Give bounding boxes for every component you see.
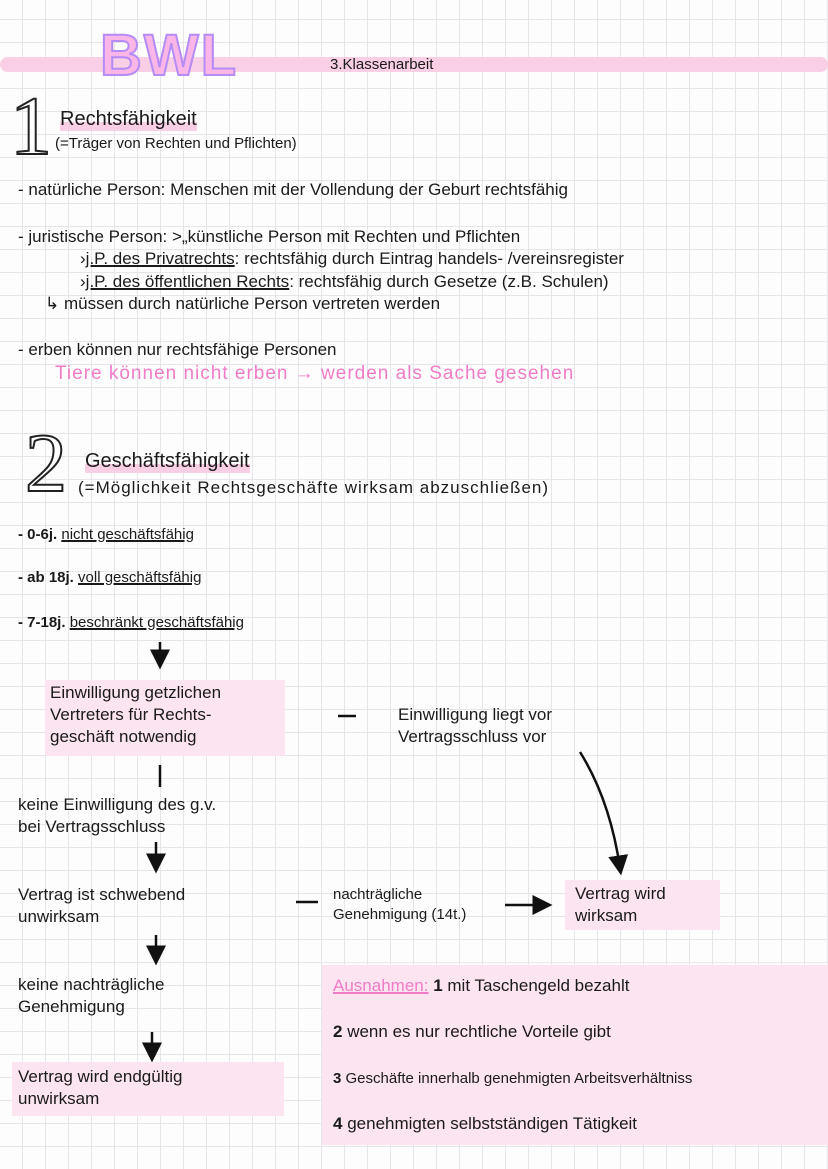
text-line: Vertreters für Rechts- [50, 705, 212, 724]
text-line: unwirksam [18, 1089, 100, 1108]
note-line: Tiere können nicht erben → werden als Sache gesehen [55, 363, 575, 384]
label: nicht geschäftsfähig [61, 526, 194, 543]
text-line: Genehmigung (14t.) [333, 906, 467, 923]
section-heading: Geschäftsfähigkeit [85, 450, 250, 472]
exception-item [333, 1070, 692, 1087]
text-line: bei Vertragsschluss [18, 817, 166, 836]
text-line: Vertrag wird [575, 884, 666, 903]
section-number: 1 [10, 80, 52, 173]
text: Geschäfte innerhalb genehmigten Arbeitsverhältniss [345, 1070, 693, 1087]
exam-label: 3.Klassenarbeit [330, 56, 434, 73]
text-line: Vertragsschluss vor [398, 727, 547, 746]
text: müssen durch natürliche Person vertreten werden [63, 294, 441, 313]
text-line: ›j.P. des Privatrechts: rechtsfähig durch Eintrag handels- /vereinsregister [80, 249, 624, 268]
text: wenn es nur rechtliche Vorteile gibt [347, 1022, 611, 1041]
text-line: geschäft notwendig [50, 727, 197, 746]
age: - 0-6j. [18, 526, 58, 543]
text-line: Vertrag wird endgültig [18, 1067, 183, 1086]
number: 2 [333, 1022, 343, 1041]
label: voll geschäftsfähig [78, 569, 202, 586]
text: mit Taschengeld bezahlt [447, 976, 630, 995]
section-definition: (=Träger von Rechten und Pflichten) [55, 135, 297, 152]
number: 1 [433, 976, 443, 995]
exception-item [333, 976, 629, 996]
label: beschränkt geschäftsfähig [69, 614, 244, 631]
text-line: - juristische Person: >„künstliche Person mit Rechten und Pflichten [18, 227, 521, 246]
text-line: keine nachträgliche [18, 975, 165, 994]
text-line: ↳ müssen durch natürliche Person vertreten werden [45, 294, 441, 313]
number: 4 [333, 1114, 343, 1133]
text-line: wirksam [575, 906, 638, 925]
exception-item [333, 1022, 611, 1042]
section-number: 2 [25, 417, 67, 510]
arrow-diagonal-icon [580, 752, 620, 868]
text: : rechtsfähig durch Gesetze (z.B. Schulen) [289, 272, 609, 291]
text-line: unwirksam [18, 907, 100, 926]
text-line: - erben können nur rechtsfähige Personen [18, 340, 337, 359]
text-line: Vertrag ist schwebend [18, 885, 186, 904]
text-line: Genehmigung [18, 997, 125, 1016]
exceptions-title: Ausnahmen: [333, 976, 429, 995]
text-line: Einwilligung getzlichen [50, 683, 222, 702]
text: : rechtsfähig durch Eintrag handels- /vereinsregister [234, 249, 624, 268]
age: - ab 18j. [18, 569, 74, 586]
text-line: keine Einwilligung des g.v. [18, 795, 217, 814]
text-line: - natürliche Person: Menschen mit der Vollendung der Geburt rechtsfähig [18, 180, 568, 199]
number: 3 [333, 1070, 342, 1087]
section-heading: Rechtsfähigkeit [60, 108, 197, 130]
exception-item [333, 1114, 637, 1134]
page-title: BWL [100, 23, 239, 88]
text-line: ›j.P. des öffentlichen Rechts: rechtsfähig durch Gesetze (z.B. Schulen) [80, 272, 609, 291]
term: j.P. des öffentlichen Rechts [85, 272, 290, 291]
term: j.P. des Privatrechts [85, 249, 235, 268]
text-line: nachträgliche [333, 886, 423, 903]
text: genehmigten selbstständigen Tätigkeit [347, 1114, 638, 1133]
text-line: Einwilligung liegt vor [398, 705, 553, 724]
section-definition: (=Möglichkeit Rechtsgeschäfte wirksam abzuschließen) [78, 478, 550, 497]
age: - 7-18j. [18, 614, 66, 631]
